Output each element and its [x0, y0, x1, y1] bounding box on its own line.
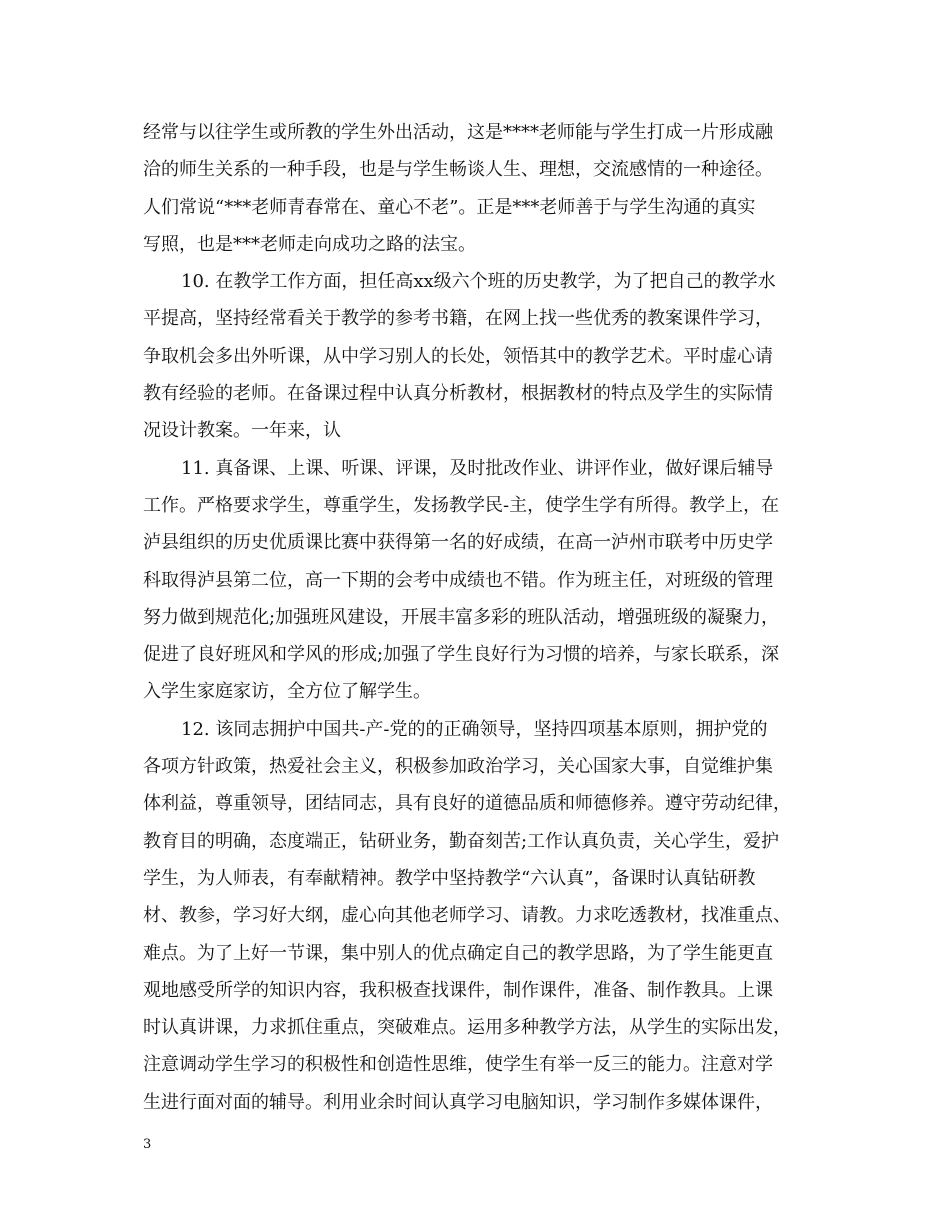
text-line: 学生，为人师表，有奉献精神。教学中坚持教学“六认真”，备课时认真钻研教	[143, 867, 756, 889]
page-number: 3	[143, 1137, 152, 1152]
paragraph-10-start: 10. 在教学工作方面，担任高xx级六个班的历史教学，为了把自己的教学水	[181, 271, 776, 293]
text-line: 各项方针政策，热爱社会主义，积极参加政治学习，关心国家大事，自觉维护集	[143, 756, 773, 778]
text-line: 时认真讲课，力求抓住重点，突破难点。运用多种教学方法，从学生的实际出发，	[143, 1017, 791, 1039]
text-line: 平提高，坚持经常看关于教学的参考书籍，在网上找一些优秀的教案课件学习，	[143, 308, 773, 330]
paragraph-11-start: 11. 真备课、上课、听课、评课，及时批改作业、讲评作业，做好课后辅导	[181, 457, 774, 479]
text-line: 泸县组织的历史优质课比赛中获得第一名的好成绩，在高一泸州市联考中历史学	[143, 532, 773, 554]
text-line: 教育目的明确，态度端正，钻研业务，勤奋刻苦;工作认真负责，关心学生，爱护	[143, 830, 780, 852]
text-line: 科取得泸县第二位，高一下期的会考中成绩也不错。作为班主任，对班级的管理	[143, 569, 773, 591]
text-line: 经常与以往学生或所教的学生外出活动，这是****老师能与学生打成一片形成融	[143, 122, 773, 143]
text-line: 难点。为了上好一节课，集中别人的优点确定自己的教学思路，为了学生能更直	[143, 942, 773, 964]
text-line: 努力做到规范化;加强班风建设，开展丰富多彩的班队活动，增强班级的凝聚力，	[143, 606, 780, 628]
text-line: 入学生家庭家访，全方位了解学生。	[143, 681, 431, 703]
text-line: 争取机会多出外听课，从中学习别人的长处，领悟其中的教学艺术。平时虚心请	[143, 345, 773, 367]
text-line: 观地感受所学的知识内容，我积极查找课件，制作课件，准备、制作教具。上课	[143, 979, 773, 1001]
body-text	[143, 114, 819, 1121]
paragraph-12-start: 12. 该同志拥护中国共-产-党的的正确领导，坚持四项基本原则，拥护党的	[181, 718, 768, 740]
text-line: 教有经验的老师。在备课过程中认真分析教材，根据教材的特点及学生的实际情	[143, 383, 773, 405]
text-line: 况设计教案。一年来，认	[143, 420, 341, 442]
text-line: 工作。严格要求学生，尊重学生，发扬教学民-主，使学生学有所得。教学上，在	[143, 494, 780, 516]
text-line: 促进了良好班风和学风的形成;加强了学生良好行为习惯的培养，与家长联系，深	[143, 644, 780, 666]
text-line: 洽的师生关系的一种手段，也是与学生畅谈人生、理想，交流感情的一种途径。	[143, 159, 773, 181]
text-line: 生进行面对面的辅导。利用业余时间认真学习电脑知识，学习制作多媒体课件，	[143, 1091, 773, 1113]
text-line: 写照，也是***老师走向成功之路的法宝。	[143, 233, 476, 255]
text-line: 体利益，尊重领导，团结同志，具有良好的道德品质和师德修养。遵守劳动纪律，	[143, 793, 791, 815]
text-line: 人们常说“***老师青春常在、童心不老”。正是***老师善于与学生沟通的真实	[143, 196, 756, 218]
text-line: 材、教参，学习好大纲，虚心向其他老师学习、请教。力求吃透教材，找准重点、	[143, 905, 791, 927]
text-line: 注意调动学生学习的积极性和创造性思维，使学生有举一反三的能力。注意对学	[143, 1054, 773, 1076]
